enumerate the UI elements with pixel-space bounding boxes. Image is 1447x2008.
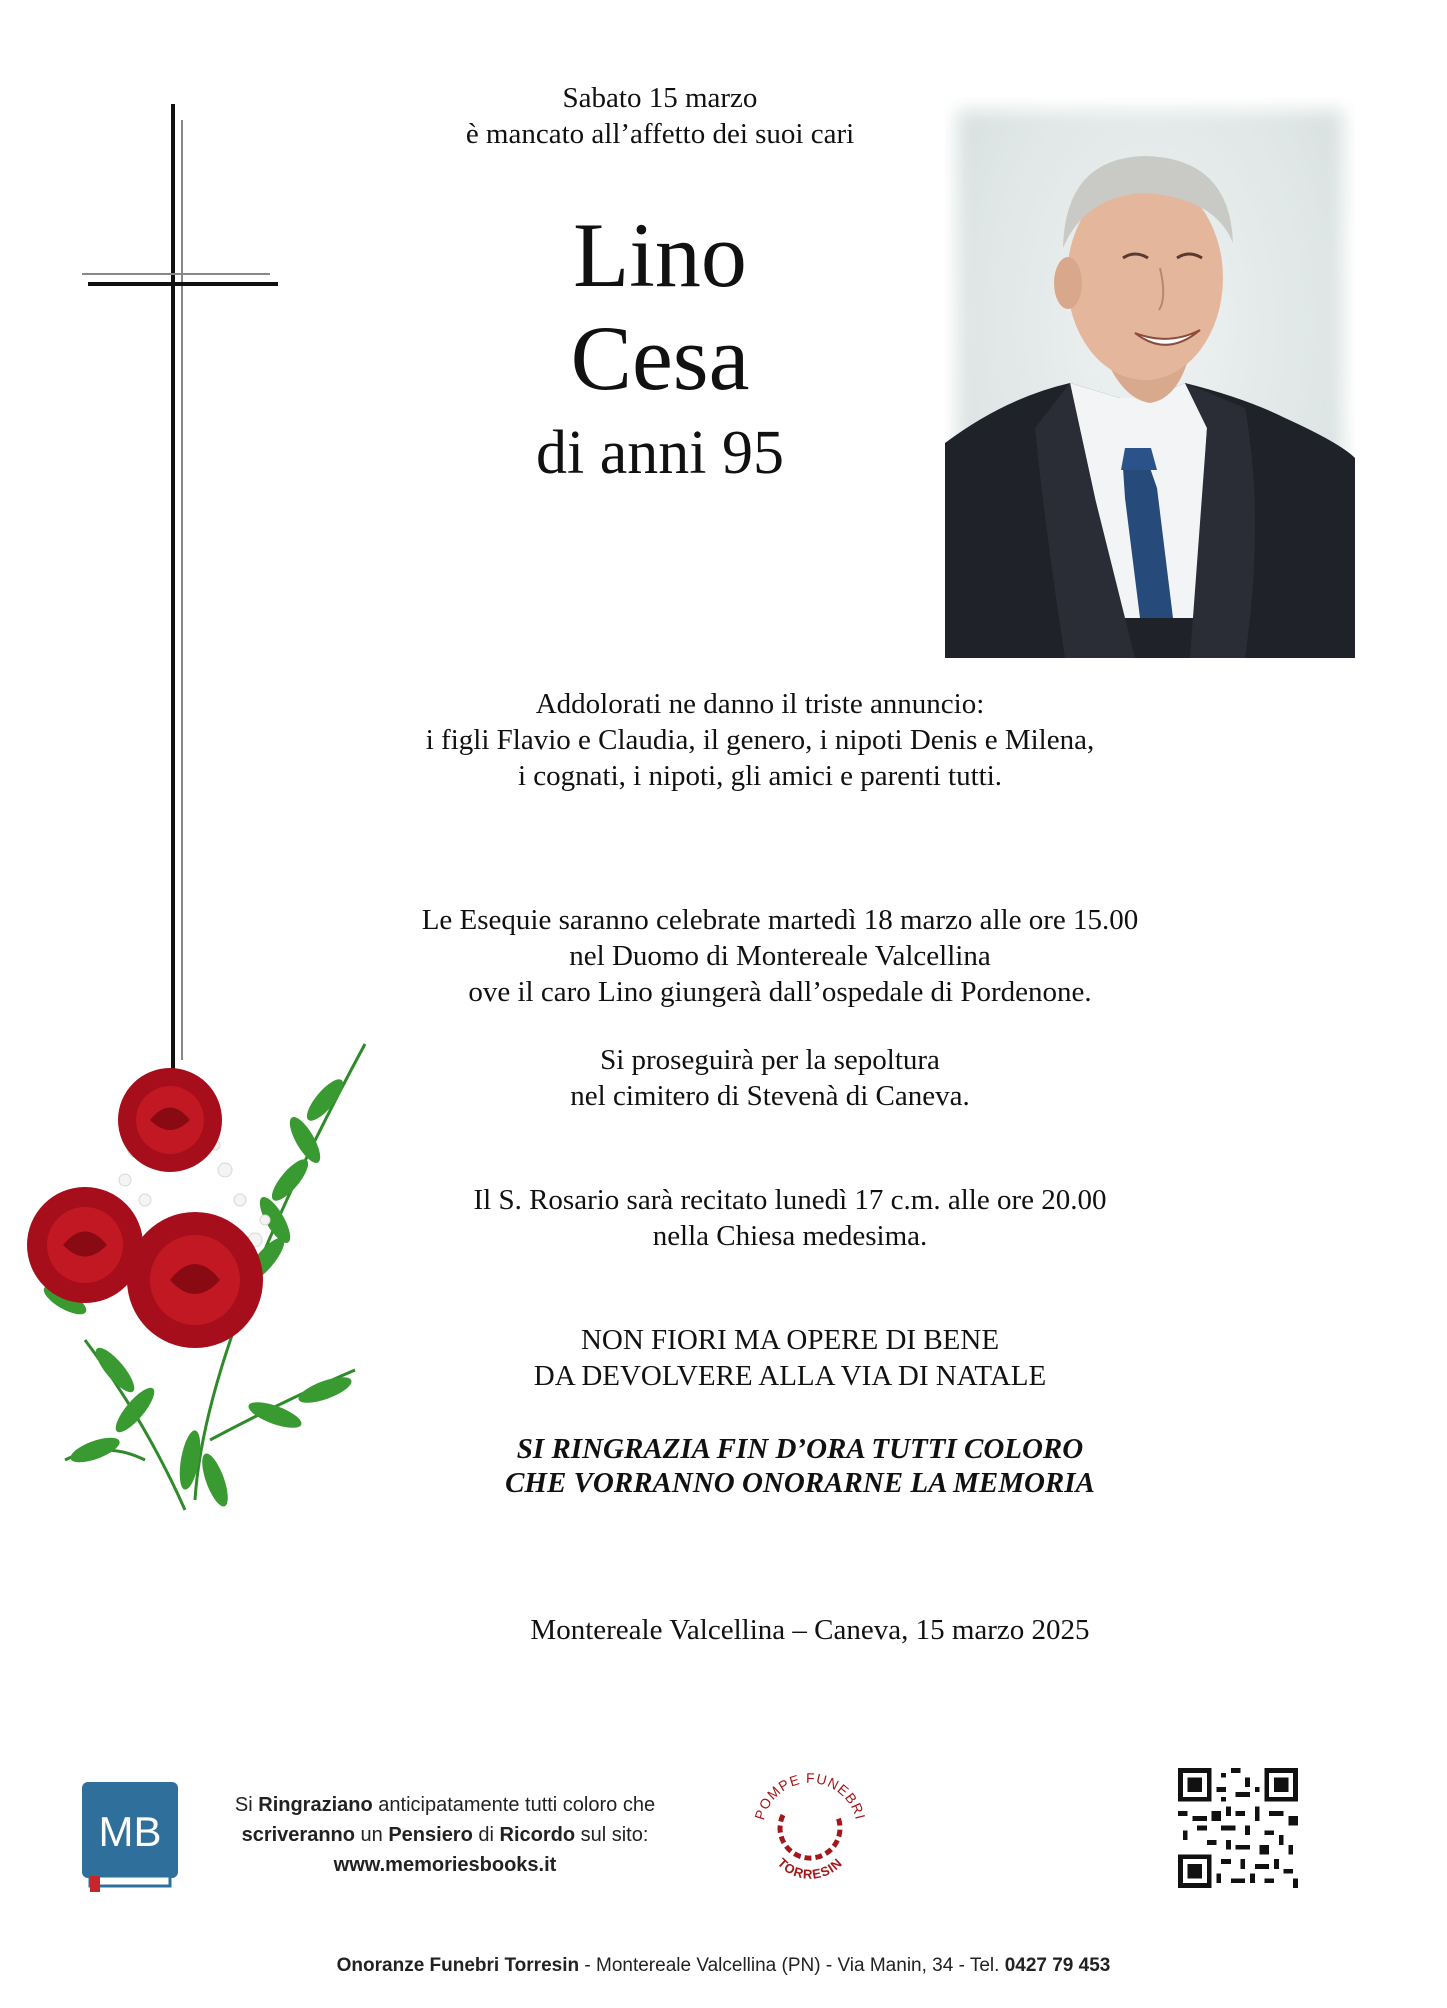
svg-text:POMPE FUNEBRI (751, 1770, 869, 1822)
website-link[interactable] (210, 1850, 680, 1880)
footer-bold-ricordo: Ricordo (499, 1824, 576, 1846)
rosary-line: nella Chiesa medesima. (652, 1220, 928, 1252)
age-line: di anni 95 (536, 419, 784, 487)
thanks-line: CHE VORRANNO ONORARNE LA MEMORIA (505, 1467, 1095, 1499)
burial-line: Si proseguirà per la sepoltura (600, 1044, 940, 1076)
passed-line: è mancato all’affetto dei suoi cari (465, 118, 855, 150)
announcement-line: Addolorati ne danno il triste annuncio: (535, 688, 985, 720)
no-flowers-line: DA DEVOLVERE ALLA VIA DI NATALE (533, 1360, 1047, 1392)
no-flowers-block (400, 1322, 1180, 1394)
company-phone[interactable]: 0427 79 453 (1004, 1955, 1111, 1976)
footer-text-part: sul sito: (575, 1824, 649, 1846)
burial-block (490, 1042, 1050, 1114)
footer-text-part: un (354, 1824, 389, 1846)
company-address: - Montereale Valcellina (PN) - Via Manin, 34 - Tel. (579, 1955, 1005, 1976)
company-name: Onoranze Funebri Torresin (336, 1955, 580, 1976)
roses-bouquet-image (25, 1040, 375, 1520)
funeral-line: Le Esequie saranno celebrate martedì 18 marzo alle ore 15.00 (421, 904, 1139, 936)
footer-text-part: di (472, 1824, 500, 1846)
footer-bold-pensiero: Pensiero (388, 1824, 473, 1846)
footer-text-part: Si (234, 1794, 259, 1816)
funeral-block (340, 902, 1220, 1010)
rosary-line: Il S. Rosario sarà recitato lunedì 17 c.m. alle ore 20.00 (473, 1184, 1107, 1216)
pompe-top-text: POMPE FUNEBRI (751, 1769, 869, 1822)
logo-text: MB (98, 1808, 162, 1855)
website-text[interactable]: www.memoriesbooks.it (333, 1854, 557, 1876)
thanks-line: SI RINGRAZIA FIN D’ORA TUTTI COLORO (516, 1433, 1084, 1465)
place-date: Montereale Valcellina – Caneva, 15 marzo 2025 (530, 1614, 1090, 1646)
announcement-block (330, 686, 1190, 794)
announcement-line: i cognati, i nipoti, gli amici e parenti tutti. (517, 760, 1003, 792)
funeral-line: ove il caro Lino giungerà dall’ospedale di Pordenone. (468, 976, 1092, 1008)
funeral-line: nel Duomo di Montereale Valcellina (569, 940, 991, 972)
first-name: Lino (573, 204, 747, 306)
pompe-funebri-logo (745, 1760, 875, 1890)
pompe-bottom-text: TORRESIN (774, 1854, 846, 1882)
footer-line-1 (210, 1790, 680, 1820)
portrait-photo (945, 98, 1355, 658)
thanks-block (400, 1432, 1200, 1500)
burial-line: nel cimitero di Stevenà di Caneva. (570, 1080, 970, 1112)
last-name: Cesa (570, 307, 750, 409)
company-info-line (0, 1955, 1447, 1977)
footer-bold-ringraziano: Ringraziano (258, 1794, 373, 1816)
footer-line-2 (210, 1820, 680, 1850)
memoriesbooks-logo (80, 1780, 180, 1892)
footer-text-part: anticipatamente tutti coloro che (372, 1794, 656, 1816)
announcement-line: i figli Flavio e Claudia, il genero, i nipoti Denis e Milena, (425, 724, 1095, 756)
intro-block (380, 80, 940, 152)
footer-thanks-text (210, 1790, 680, 1880)
no-flowers-line: NON FIORI MA OPERE DI BENE (580, 1324, 1000, 1356)
date-line: Sabato 15 marzo (562, 82, 758, 114)
footer-bold-scriveranno: scriveranno (241, 1824, 355, 1846)
rosary-block (380, 1182, 1200, 1254)
qr-code[interactable] (1178, 1768, 1298, 1888)
cross-icon (70, 100, 290, 1080)
